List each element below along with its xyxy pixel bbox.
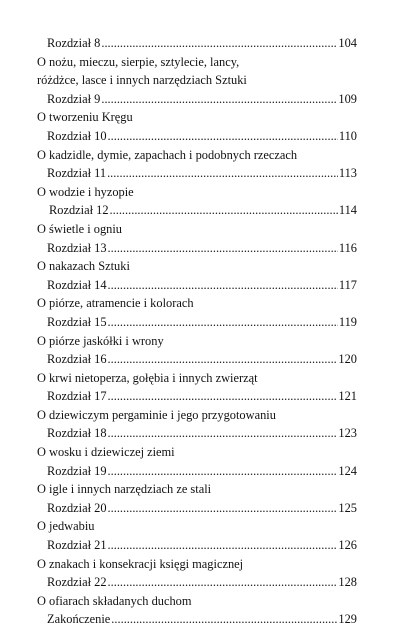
toc-entry-chapter-13[interactable] [37,239,357,258]
toc-page-number: 120 [338,352,357,367]
toc-page-number: 114 [338,203,357,218]
toc-chapter-label: Rozdział 14 [47,277,107,292]
toc-chapter-label: Rozdział 13 [47,240,107,255]
toc-entry-chapter-11[interactable] [37,164,357,183]
toc-section-title: O znakach i konsekracji księgi magicznej [37,556,244,571]
toc-chapter-label: Rozdział 19 [47,463,107,478]
toc-dot-leader [108,127,338,146]
toc-page-number: 104 [338,36,357,50]
toc-page-number: 117 [338,277,357,292]
toc-entry-chapter-21[interactable] [37,536,357,555]
toc-entry-conclusion[interactable] [37,610,357,629]
toc-dot-leader [108,276,338,295]
toc-chapter-label: Rozdział 10 [47,128,107,143]
toc-page-number: 116 [338,240,357,255]
toc-chapter-label: Rozdział 17 [47,389,107,404]
toc-chapter-label: Rozdział 9 [47,91,101,106]
toc-entry-chapter-10[interactable] [37,127,357,146]
table-of-contents [37,34,357,629]
toc-chapter-label: Rozdział 18 [47,426,107,441]
toc-entry-chapter-18[interactable] [37,424,357,443]
toc-page-number: 123 [338,426,357,441]
toc-chapter-label: Zakończenie [47,612,111,627]
toc-chapter-label: Rozdział 12 [49,203,109,218]
toc-section-title: O tworzeniu Kręgu [37,110,133,125]
toc-entry-chapter-8[interactable] [37,34,357,53]
toc-chapter-label: Rozdział 22 [47,575,107,590]
toc-entry-chapter-17[interactable] [37,387,357,406]
toc-page-number: 128 [338,575,357,590]
toc-page-number: 124 [338,463,357,478]
toc-entry-chapter-16[interactable] [37,350,357,369]
toc-page-number: 109 [338,91,357,106]
toc-page-number: 125 [338,500,357,515]
toc-section-title: O wosku i dziewiczej ziemi [37,445,175,460]
toc-dot-leader [101,90,337,109]
toc-dot-leader [108,499,338,518]
toc-dot-leader [108,387,338,406]
toc-chapter-label: Rozdział 8 [47,36,101,50]
toc-section-title: O piórze jaskółki i wrony [37,333,164,348]
toc-section-title: O piórze, atramencie i kolorach [37,296,194,311]
toc-page-number: 113 [338,166,357,181]
toc-entry-chapter-14[interactable] [37,276,357,295]
toc-dot-leader [108,536,338,555]
toc-dot-leader [108,462,338,481]
toc-dot-leader [110,201,338,220]
toc-dot-leader [107,164,338,183]
toc-page-number: 119 [338,314,357,329]
toc-entry-chapter-20[interactable] [37,499,357,518]
toc-dot-leader [108,350,338,369]
toc-chapter-label: Rozdział 15 [47,314,107,329]
toc-entry-chapter-12[interactable] [37,201,357,220]
toc-section-title: O wodzie i hyzopie [37,184,134,199]
toc-section-title: O świetle i ogniu [37,221,123,236]
toc-page-number: 110 [338,128,357,143]
toc-chapter-label: Rozdział 21 [47,538,107,553]
toc-chapter-label: Rozdział 11 [47,166,107,181]
toc-chapter-label: Rozdział 16 [47,352,107,367]
toc-page-number: 126 [338,538,357,553]
toc-dot-leader [108,239,338,258]
toc-dot-leader [111,610,337,629]
toc-entry-chapter-22[interactable] [37,573,357,592]
toc-dot-leader [101,34,337,53]
toc-section-title: O krwi nietoperza, gołębia i innych zwierząt [37,370,258,385]
toc-section-title: O dziewiczym pergaminie i jego przygotowaniu [37,407,276,422]
toc-section-title: O kadzidle, dymie, zapachach i podobnych rzeczach [37,147,298,162]
toc-section-title: różdżce, lasce i innych narzędziach Sztuki [37,73,247,88]
toc-entry-chapter-15[interactable] [37,313,357,332]
toc-chapter-label: Rozdział 20 [47,500,107,515]
toc-dot-leader [108,313,338,332]
toc-dot-leader [108,424,338,443]
toc-section-title: O igle i innych narzędziach ze stali [37,482,212,497]
toc-entry-chapter-9[interactable] [37,90,357,109]
toc-section-title: O ofiarach składanych duchom [37,593,192,608]
toc-page-number: 121 [338,389,357,404]
toc-dot-leader [108,573,338,592]
toc-page-number: 129 [338,612,357,627]
toc-section-title: O nakazach Sztuki [37,259,130,274]
toc-section-title: O jedwabiu [37,519,95,534]
toc-entry-chapter-19[interactable] [37,462,357,481]
toc-section-title: O nożu, mieczu, sierpie, sztylecie, lancy, [37,54,240,69]
